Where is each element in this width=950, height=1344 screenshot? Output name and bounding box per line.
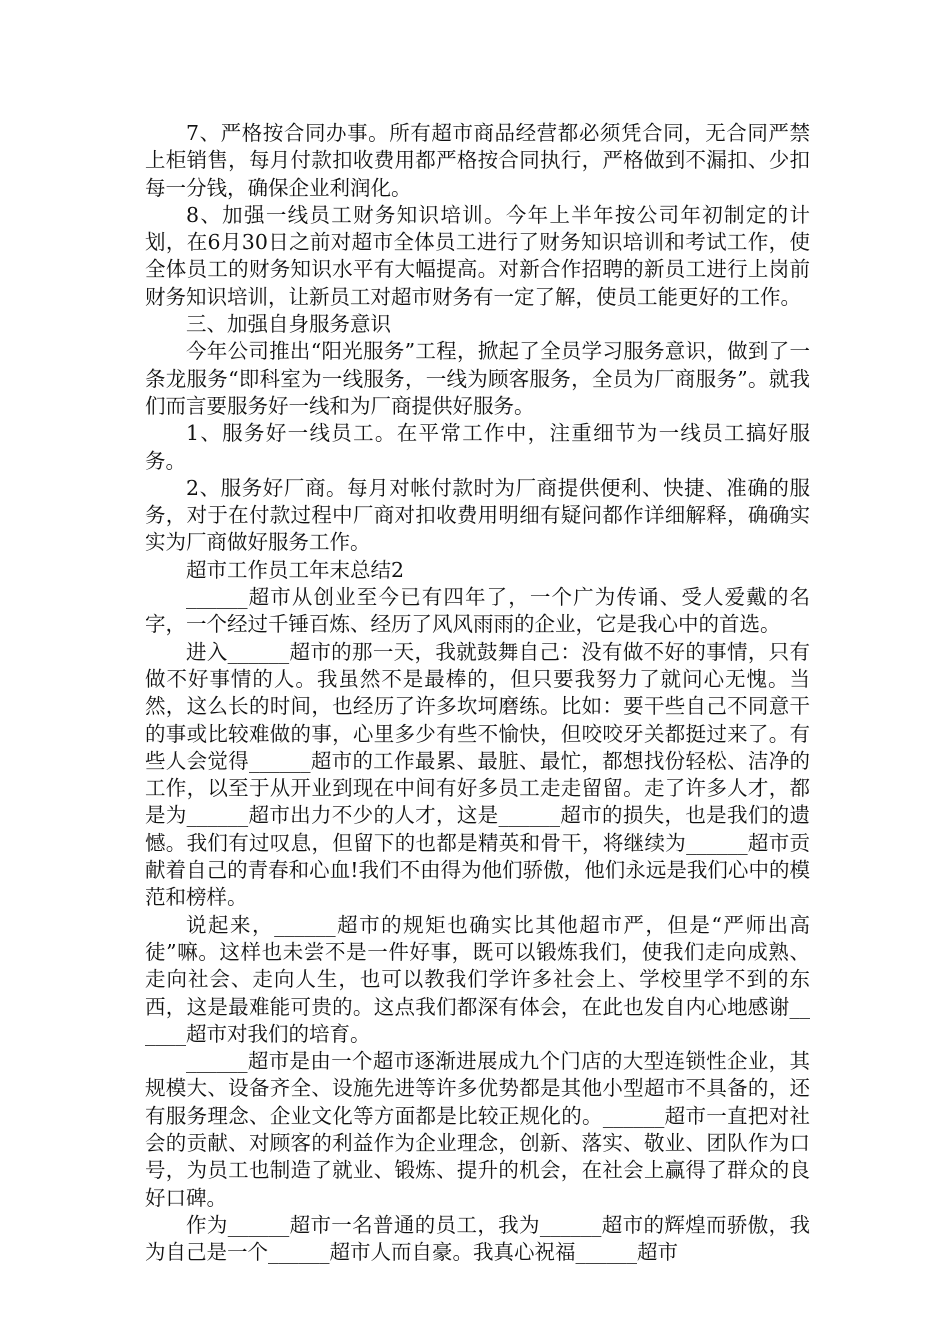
paragraph-joining: 进入______超市的那一天，我就鼓舞自己：没有做不好的事情，只有做不好事情的人。我虽然不是最棒的，但只要我努力了就问心无愧。当然，这么长的时间，也经历了许多坎坷磨练。比如：要干些自己不同意干的事或比较难做的事，心里多少有些不愉快，但咬咬牙关都挺过来了。有些人会觉得______超市的工作最累、最脏、最忙，都想找份轻松、洁净的工作，以至于从开业到现在中间有好多员工走走留留。走了许多人才，都是为______超市出力不少的人才，这是______超市的损失，也是我们的遗憾。我们有过叹息，但留下的也都是精英和骨干，将继续为______超市贡献着自己的青春和心血!我们不由得为他们骄傲，他们永远是我们心中的模范和榜样。 bbox=[145, 639, 810, 910]
section-heading-summary-2: 超市工作员工年末总结2 bbox=[186, 557, 405, 582]
paragraph-rules: 说起来，______超市的规矩也确实比其他超市严，但是“严师出高徒”嘛。这样也未尝不是一件好事，既可以锻炼我们，使我们走向成熟、走向社会、走向人生，也可以教我们学许多社会上、学校里学不到的东西，这是最难能可贵的。这点我们都深有体会，在此也发自内心地感谢______超市对我们的培育。 bbox=[145, 912, 810, 1046]
document-page bbox=[145, 120, 810, 1266]
paragraph-sunshine-service: 今年公司推出“阳光服务”工程，掀起了全员学习服务意识，做到了一条龙服务“即科室为一线服务，一线为顾客服务，全员为厂商服务”。就我们而言要服务好一线和为厂商提供好服务。 bbox=[145, 339, 810, 418]
paragraph-enterprise: ______超市是由一个超市逐渐进展成九个门店的大型连锁性企业，其规模大、设备齐全、设施先进等许多优势都是其他小型超市不具备的，还有服务理念、企业文化等方面都是比较正规化的。______超市一直把对社会的贡献、对顾客的利益作为企业理念，创新、落实、敬业、团队作为口号，为员工也制造了就业、锻炼、提升的机会，在社会上赢得了群众的良好口碑。 bbox=[145, 1049, 810, 1210]
paragraph-finance-training: 8、加强一线员工财务知识培训。今年上半年按公司年初制定的计划，在6月30日之前对超市全体员工进行了财务知识培训和考试工作，使全体员工的财务知识水平有大幅提高。对新合作招聘的新员工进行上岗前财务知识培训，让新员工对超市财务有一定了解，使员工能更好的工作。 bbox=[145, 202, 810, 309]
paragraph-pride: 作为______超市一名普通的员工，我为______超市的辉煌而骄傲，我为自己是一个______超市人而自豪。我真心祝福______超市 bbox=[145, 1212, 810, 1265]
paragraph-serve-vendors: 2、服务好厂商。每月对帐付款时为厂商提供便利、快捷、准确的服务，对于在付款过程中厂商对扣收费用明细有疑问都作详细解释，确确实实为厂商做好服务工作。 bbox=[145, 475, 810, 555]
paragraph-serve-staff: 1、服务好一线员工。在平常工作中，注重细节为一线员工搞好服务。 bbox=[145, 421, 810, 473]
section-heading-service: 三、加强自身服务意识 bbox=[186, 312, 391, 337]
paragraph-founding: ______超市从创业至今已有四年了，一个广为传诵、受人爱戴的名字，一个经过千锤百炼、经历了风风雨雨的企业，它是我心中的首选。 bbox=[145, 585, 810, 637]
paragraph-contract-management: 7、严格按合同办事。所有超市商品经营都必须凭合同，无合同严禁上柜销售，每月付款扣收费用都严格按合同执行，严格做到不漏扣、少扣每一分钱，确保企业利润化。 bbox=[145, 121, 810, 200]
